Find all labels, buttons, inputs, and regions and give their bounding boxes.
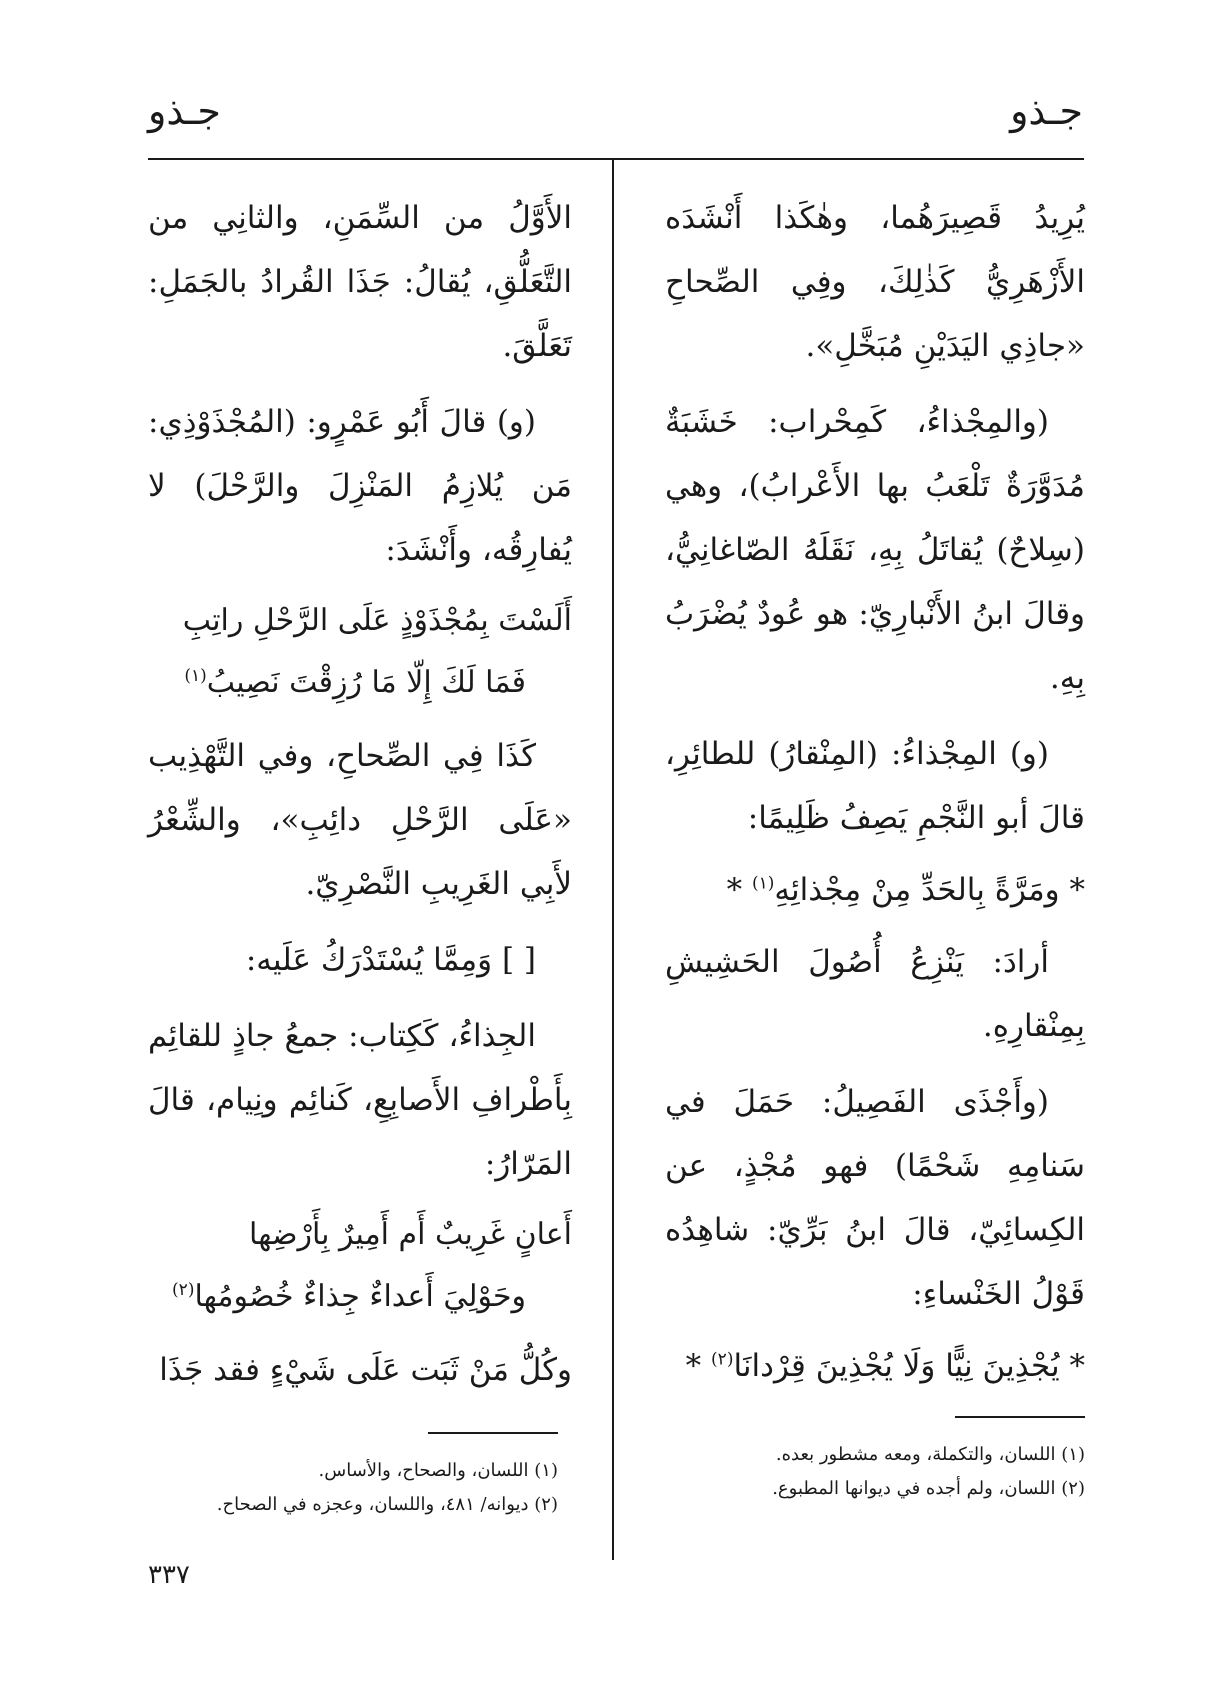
left-verse-2-line-2-text: وحَوْلِيَ أَعداءٌ جِذاءٌ خُصُومُها (194, 1279, 526, 1314)
running-head-left: جـذو (148, 89, 221, 133)
left-verse-1 (148, 590, 572, 714)
footnotes-left (138, 1454, 558, 1522)
footnote-right-2: (٢) اللسان، ولم أجده في ديوانها المطبوع. (772, 1478, 1085, 1499)
left-paragraph-2: (و) قالَ أَبُو عَمْرٍو: (المُجْذَوْذِي: مَن يُلازِمُ المَنْزِلَ والرَّحْلَ) لا يُفارِقُه، وأَنْشَدَ: (148, 404, 572, 568)
right-verse-2-text: * يُجْذِينَ نِيًّا وَلَا يُجْذِينَ قِرْدانَا (733, 1348, 1085, 1384)
footnotes-right (665, 1438, 1085, 1506)
header-rule (148, 158, 1084, 160)
right-verse-1-text: * ومَرَّةً بِالحَدِّ مِنْ مِجْذائِهِ (774, 872, 1085, 908)
page-number: ٣٣٧ (148, 1560, 190, 1590)
right-verse-1 (665, 858, 1085, 922)
left-paragraph-3: كَذَا فِي الصِّحاحِ، وفي التَّهْذِيب «عَلَى الرَّحْلِ دائِبِ»، والشِّعْرُ لأَبِي الغَرِيبِ النَّصْرِيّ. (148, 738, 572, 902)
right-verse-2-star: * (685, 1348, 702, 1384)
right-paragraph-2: (والمِجْذاءُ، كَمِحْراب: خَشَبَةٌ مُدَوَّرَةٌ تَلْعَبُ بها الأَعْرابُ)، وهي (سِلاحٌ) يُقاتَلُ بِهِ، نَقَلَهُ الصّاغانِيُّ، وقالَ ابنُ الأَنْبارِيّ: هو عُودٌ يُضْرَبُ بِهِ. (665, 404, 1085, 696)
footnote-rule-left (428, 1432, 558, 1434)
right-paragraph-3: (و) المِجْذاءُ: (المِنْقارُ) للطائِرِ، قالَ أبو النَّجْمِ يَصِفُ ظَلِيمًا: (665, 736, 1085, 836)
right-paragraph-4: أرادَ: يَنْزِعُ أُصُولَ الحَشِيشِ بِمِنْقارِهِ. (665, 944, 1085, 1044)
left-paragraph-1: الأَوَّلُ من السِّمَنِ، والثانِي من التَّعَلُّقِ، يُقالُ: جَذَا القُرادُ بالجَمَلِ: تَعَلَّقَ. (148, 200, 572, 364)
left-verse-2 (148, 1204, 572, 1328)
column-divider (612, 160, 614, 1560)
left-verse-1-footnote-ref: (١) (184, 666, 207, 686)
footnote-rule-right (955, 1416, 1085, 1418)
left-verse-1-line-2 (148, 652, 572, 714)
footnote-left-2: (٢) ديوانه/ ٤٨١، واللسان، وعجزه في الصحاح. (216, 1494, 558, 1515)
right-paragraph-1: يُرِيدُ قَصِيرَهُما، وهٰكَذا أَنْشَدَه الأَزْهَرِيُّ كَذٰلِكَ، وفِي الصِّحاحِ «جاذِي اليَدَيْنِ مُبَخَّلِ». (665, 200, 1085, 364)
right-verse-2-footnote-ref: (٢) (711, 1349, 734, 1370)
right-verse-1-footnote-ref: (١) (751, 873, 775, 894)
right-verse-2 (665, 1334, 1085, 1398)
left-verse-1-line-1: أَلَسْتَ بِمُجْذَوْذٍ عَلَى الرَّحْلِ راتِبِ (182, 603, 572, 638)
footnote-right-1: (١) اللسان، والتكملة، ومعه مشطور بعده. (775, 1444, 1085, 1465)
left-verse-2-line-1: أَعانٍ غَرِيبٌ أَم أَمِيرٌ بِأَرْضِها (249, 1217, 572, 1252)
right-paragraph-5: (وأَجْذَى الفَصِيلُ: حَمَلَ في سَنامِهِ شَحْمًا) فهو مُجْذٍ، عن الكِسائِيّ، قالَ ابنُ بَرِّيّ: شاهِدُه قَوْلُ الخَنْساءِ: (665, 1084, 1085, 1312)
left-verse-1-line-2-text: فَمَا لَكَ إِلّا مَا رُزِقْتَ نَصِيبُ (206, 665, 526, 700)
right-verse-1-star: * (726, 872, 743, 908)
running-head-right: جـذو (1010, 89, 1083, 133)
footnote-left-1: (١) اللسان، والصحاح، والأساس. (318, 1460, 558, 1481)
left-paragraph-6: وكُلُّ مَنْ ثَبَت عَلَى شَيْءٍ فقد جَذَا (159, 1352, 572, 1388)
left-paragraph-4: [ ] وَمِمَّا يُسْتَدْرَكُ عَلَيه: (245, 942, 536, 978)
left-verse-2-line-2 (148, 1266, 572, 1328)
right-column (665, 186, 1085, 1406)
left-paragraph-5: الجِذاءُ، كَكِتاب: جمعُ جاذٍ للقائِم بِأَطْرافِ الأَصابِعِ، كَنائِم ونِيام، قالَ المَرّارُ: (148, 1018, 572, 1182)
left-verse-2-footnote-ref: (٢) (172, 1280, 195, 1300)
left-column (148, 186, 572, 1402)
